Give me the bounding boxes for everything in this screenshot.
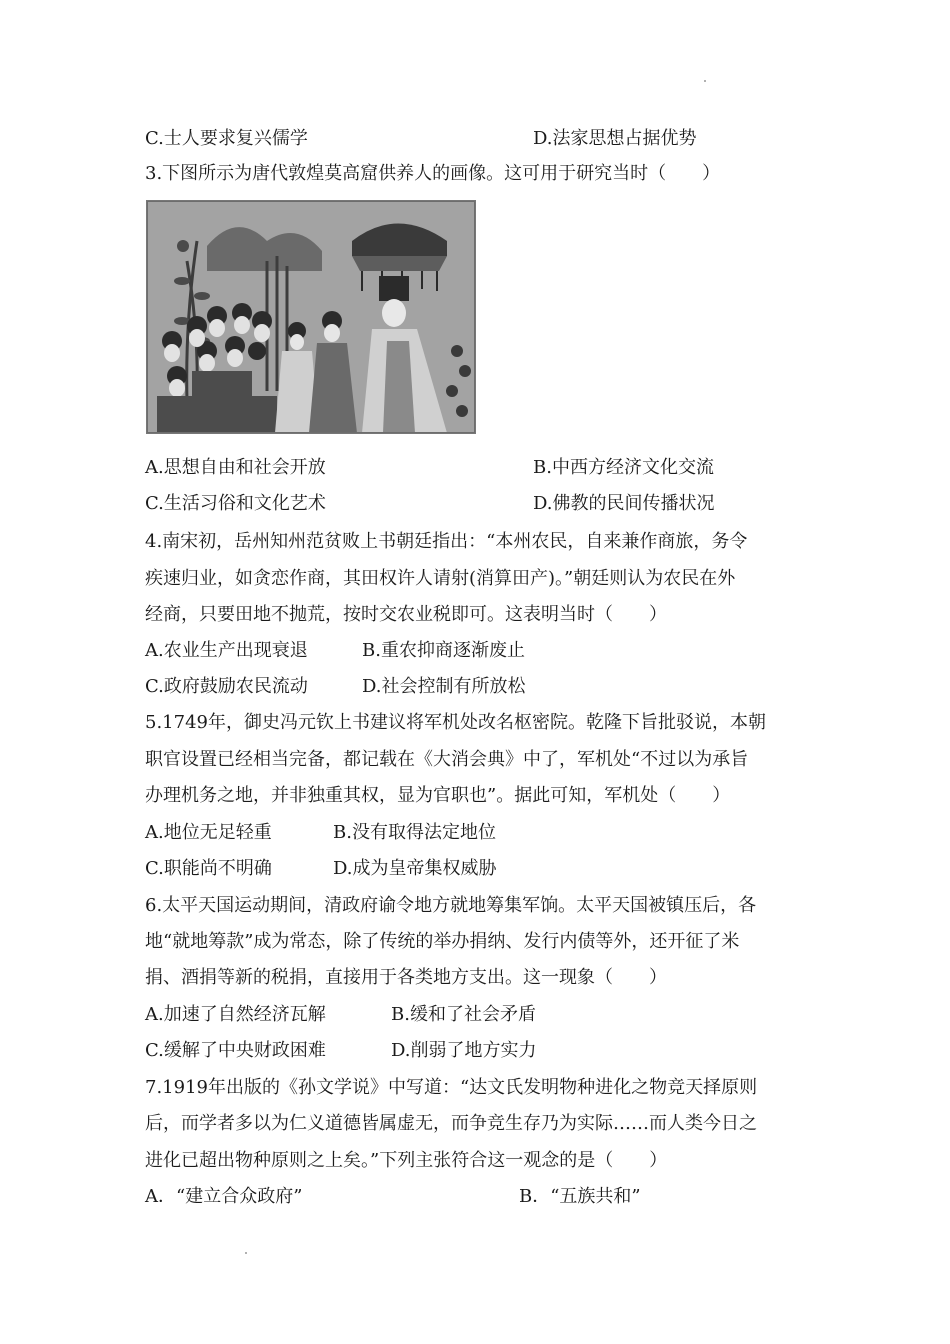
q3-option-a: A.思想自由和社会开放: [145, 457, 326, 478]
q5-line-2: 职官设置已经相当完备，都记载在《大消会典》中了，军机处“不过以为承旨: [145, 749, 749, 770]
scan-speck: [245, 1252, 247, 1254]
q6-option-c: C.缓解了中央财政困难: [145, 1040, 326, 1061]
q4-option-d: D.社会控制有所放松: [362, 676, 526, 697]
q4-option-b: B.重农抑商逐渐废止: [362, 640, 525, 661]
q4-line-1: 4.南宋初，岳州知州范贫败上书朝廷指出：“本州农民，自来兼作商旅，务令: [145, 531, 748, 552]
q7-line-1: 7.1919年出版的《孙文学说》中写道：“达文氏发明物种进化之物竞天择原则: [145, 1077, 758, 1098]
q3-option-b: B.中西方经济文化交流: [533, 457, 714, 478]
q7-option-a: A．“建立合众政府”: [145, 1186, 303, 1207]
q2-option-d: D.法家思想占据优势: [533, 128, 697, 149]
q5-option-a: A.地位无足轻重: [145, 822, 272, 843]
q5-option-c: C.职能尚不明确: [145, 858, 272, 879]
q5-line-3: 办理机务之地，并非独重其权，显为官职也”。据此可知，军机处（ ）: [145, 785, 731, 806]
q4-option-c: C.政府鼓励农民流动: [145, 676, 308, 697]
q6-line-3: 捐、酒捐等新的税捐，直接用于各类地方支出。这一现象（ ）: [145, 967, 667, 988]
q6-line-2: 地“就地筹款”成为常态，除了传统的举办捐纳、发行内债等外，还开征了米: [145, 931, 740, 952]
q7-option-b: B．“五族共和”: [519, 1186, 641, 1207]
q2-option-c: C.士人要求复兴儒学: [145, 128, 308, 149]
q7-line-2: 后，而学者多以为仁义道德皆属虚无，而争竞生存乃为实际……而人类今日之: [145, 1113, 757, 1134]
q5-option-b: B.没有取得法定地位: [333, 822, 496, 843]
q4-option-a: A.农业生产出现衰退: [145, 640, 308, 661]
q3-option-c: C.生活习俗和文化艺术: [145, 493, 326, 514]
q5-line-1: 5.1749年，御史冯元钦上书建议将军机处改名枢密院。乾隆下旨批驳说，本朝: [145, 712, 766, 733]
q6-option-b: B.缓和了社会矛盾: [391, 1004, 536, 1025]
q3-stem: 3.下图所示为唐代敦煌莫高窟供养人的画像。这可用于研究当时（ ）: [145, 163, 721, 184]
q4-line-3: 经商，只要田地不抛荒，按时交农业税即可。这表明当时（ ）: [145, 604, 667, 625]
q3-option-d: D.佛教的民间传播状况: [533, 493, 715, 514]
q5-option-d: D.成为皇帝集权威胁: [333, 858, 497, 879]
q4-line-2: 疾速归业，如贪恋作商，其田权许人请射(消算田产)。”朝廷则认为农民在外: [145, 568, 736, 589]
mural-image: [146, 200, 476, 434]
q6-option-d: D.削弱了地方实力: [391, 1040, 537, 1061]
q6-line-1: 6.太平天国运动期间，清政府谕令地方就地筹集军饷。太平天国被镇压后，各: [145, 895, 757, 916]
q6-option-a: A.加速了自然经济瓦解: [145, 1004, 326, 1025]
scan-speck: [704, 80, 706, 82]
q7-line-3: 进化已超出物种原则之上矣。”下列主张符合这一观念的是（ ）: [145, 1150, 668, 1171]
